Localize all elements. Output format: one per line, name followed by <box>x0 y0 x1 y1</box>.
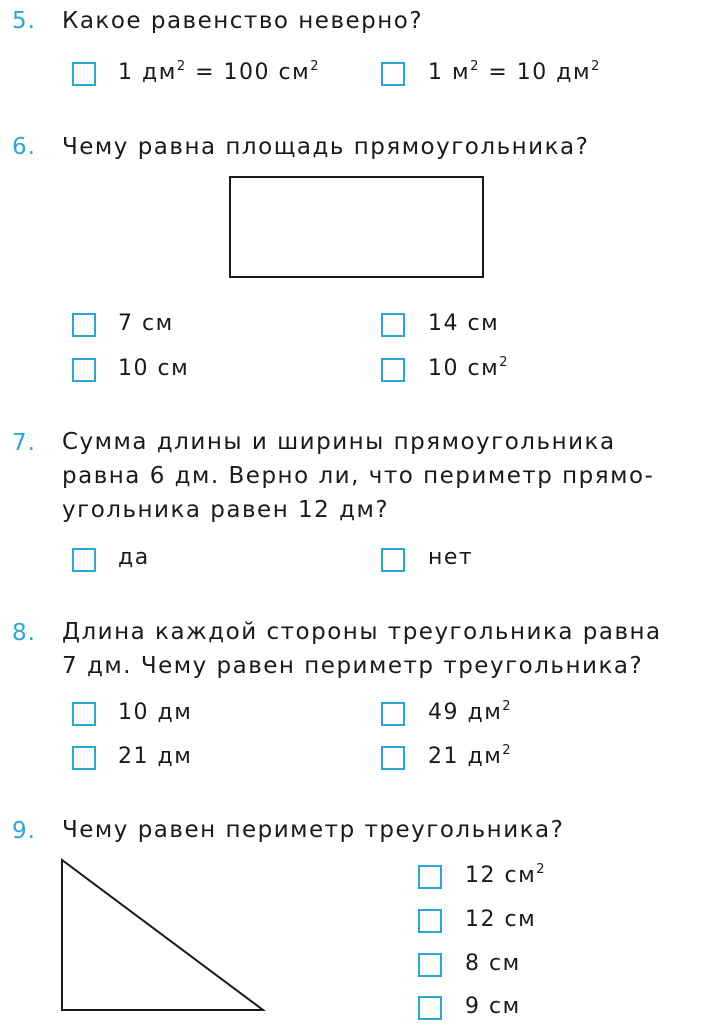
answer-label: 10 дм <box>118 700 193 725</box>
answer-label: 49 $дм^2$ <box>428 699 513 725</box>
question-number: 5. <box>12 8 36 34</box>
answer-label: 12 см <box>465 907 537 932</box>
answer-label: 7 см <box>118 311 174 336</box>
answer-label: 10 $см^2$ <box>428 355 509 381</box>
answer-checkbox[interactable] <box>418 953 442 977</box>
question-number: 8. <box>12 620 36 646</box>
answer-label: 14 см <box>428 311 500 336</box>
question-text-line: угольника равен 12 дм? <box>62 497 390 523</box>
answer-label: 9 см <box>465 994 521 1019</box>
question-text-line: Сумма длины и ширины прямоугольника <box>62 429 616 455</box>
question-text: Чему равен периметр треугольника? <box>62 817 565 843</box>
answer-label: 1 $м^2 = 10$ $дм^2$ <box>428 59 601 85</box>
answer-label: да <box>118 545 150 570</box>
answer-checkbox[interactable] <box>418 865 442 889</box>
answer-label: 21 дм <box>118 744 193 769</box>
answer-checkbox[interactable] <box>418 909 442 933</box>
answer-label: 1 $дм^2 = 100$ $см^2$ <box>118 59 320 85</box>
answer-label: 12 $см^2$ <box>465 862 546 888</box>
question-text: Чему равна площадь прямоугольника? <box>62 134 590 160</box>
question-text-line: Длина каждой стороны треугольника равна <box>62 619 662 645</box>
question-number: 7. <box>12 430 36 456</box>
question-number: 9. <box>12 818 36 844</box>
answer-label: 8 см <box>465 951 521 976</box>
answer-label: 21 $дм^2$ <box>428 743 513 769</box>
question-text-line: равна 6 дм. Верно ли, что периметр прямо- <box>62 463 655 489</box>
question-text-line: 7 дм. Чему равен периметр треугольника? <box>62 653 644 679</box>
question-number: 6. <box>12 134 36 160</box>
answer-checkbox[interactable] <box>418 996 442 1020</box>
answer-label: 10 см <box>118 356 190 381</box>
question-text: Какое равенство неверно? <box>62 8 424 34</box>
answer-label: нет <box>428 545 474 570</box>
